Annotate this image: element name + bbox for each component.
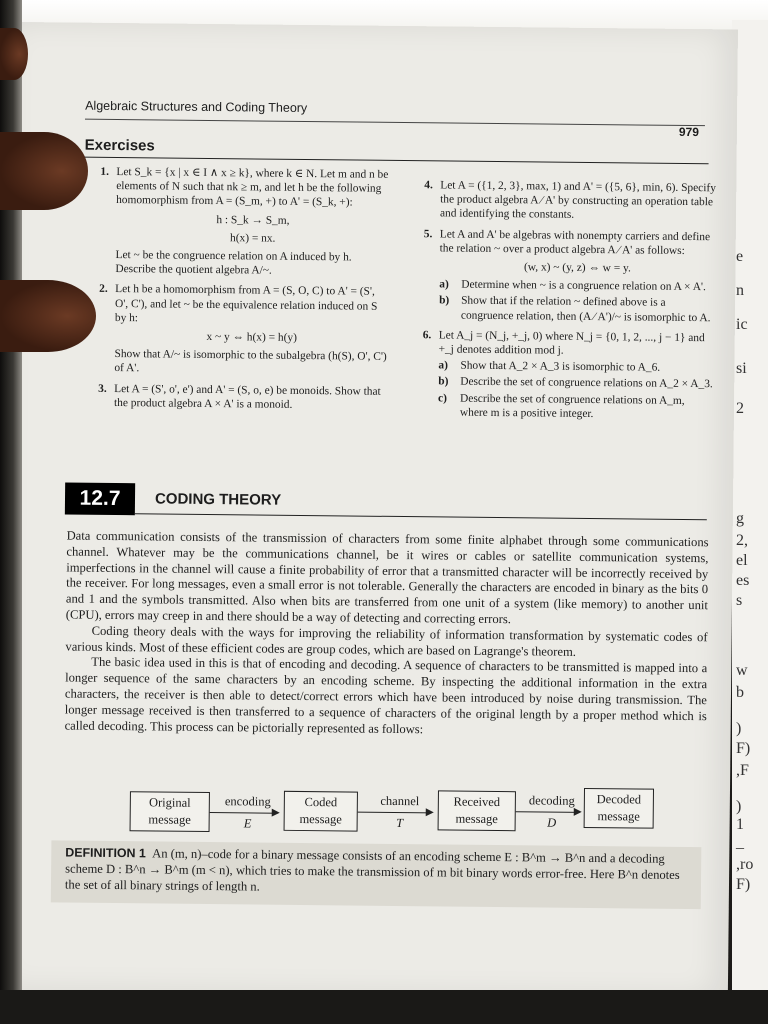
finger-top xyxy=(0,132,88,210)
body-paragraph: Coding theory deals with the ways for improving the reliability of information transformation by systematic codes of various kinds. Most of these efficient codes are group codes, which are based on Lagrange's theorem. xyxy=(65,623,708,659)
exercise-text: Let S_k = {x | x ∈ I ∧ x ≥ k}, where k ∈ N. Let m and n be elements of N such that nk ≥ m, and let h be the following homomorphism from A = (S_m, +) to A' = (S_k, +): xyxy=(116,166,389,209)
adjacent-fragment: ,F xyxy=(736,762,749,779)
adjacent-fragment: ) xyxy=(736,720,742,737)
finger-edge xyxy=(0,28,28,80)
exercise-text: Show that A/~ is isomorphic to the subalgebra (h(S), O', C') of A'. xyxy=(114,348,387,375)
equation: h(x) = nx. xyxy=(230,232,276,245)
exercise-number: 4. xyxy=(424,179,433,192)
exercises-left-column xyxy=(98,165,391,419)
finger-bottom xyxy=(0,280,96,352)
original-message-box xyxy=(130,791,210,832)
exercise-5 xyxy=(423,227,716,325)
body-paragraph: The basic idea used in this is that of encoding and decoding. A sequence of characters to be transmitted is mapped into a longer sequence of the same characters by an encoding scheme. By inspecting the additional information in the extra characters, the receiver is then able to detect/correct errors which have been introduced by noise during transmission. The longer message received is then transferred to a sequence of characters of the original length by a proper method which is called decoding. This process can be pictorially represented as follows: xyxy=(64,655,708,736)
part-label: c) xyxy=(438,392,448,405)
adjacent-fragment: w xyxy=(736,662,748,679)
part-label: b) xyxy=(438,375,449,388)
exercise-part xyxy=(438,391,714,422)
adjacent-fragment: es xyxy=(736,572,750,589)
arrow-label: T xyxy=(396,815,404,831)
part-text: Determine when ~ is a congruence relation on A × A'. xyxy=(461,278,706,294)
definition xyxy=(65,845,695,900)
photo-background-bottom xyxy=(0,990,768,1024)
exercise-text: Let ~ be the congruence relation on A induced by h. Describe the quotient algebra A/~. xyxy=(115,249,352,277)
received-message-box xyxy=(438,790,516,831)
part-label: a) xyxy=(438,359,448,372)
part-label: b) xyxy=(439,294,450,307)
adjacent-fragment: n xyxy=(736,282,744,299)
decoded-message-box xyxy=(584,788,654,829)
decoding-arrow xyxy=(516,811,580,813)
exercise-3 xyxy=(98,381,388,412)
exercises-rule xyxy=(85,157,709,165)
arrow-label: E xyxy=(243,816,252,831)
coded-message-box xyxy=(284,791,358,832)
exercises-heading: Exercises xyxy=(84,136,155,155)
adjacent-fragment: e xyxy=(736,248,744,265)
arrow-label: channel xyxy=(380,793,420,809)
box-label: Received xyxy=(453,794,501,810)
body-paragraph: Data communication consists of the transmission of characters from some finite alphabet through some communications channel. Whatever may be the communications channel, be it wires or cables or satellite communication systems, imperfections in the channel will cause a finite probability of error that a transmitted character will be incorrectly received by the receiver. For long messages, even a small error is not tolerable. Generally the characters are encoded in binary as the bits 0 and 1 and the symbols transmitted. Also when bits are transferred from one unit of a system (like memory) to another unit (CPU), errors may creep in and there should be a way of detecting and correcting errors. xyxy=(65,528,709,627)
part-text: Describe the set of congruence relations on A_2 × A_3. xyxy=(460,376,713,391)
adjacent-fragment: s xyxy=(736,592,743,609)
part-text: Show that if the relation ~ defined above is a congruence relation, then (A ⁄ A')/~ is isomorphic to A. xyxy=(460,295,711,324)
exercise-part xyxy=(438,375,714,392)
adjacent-fragment: si xyxy=(736,360,747,377)
exercise-text: Let A = ({1, 2, 3}, max, 1) and A' = ({5, 6}, min, 6). Specify the product algebra A ⁄ A' by constructing an operation table and identifying the constants. xyxy=(439,179,716,222)
part-text: Show that A_2 × A_3 is isomorphic to A_6. xyxy=(460,359,661,374)
exercise-number: 1. xyxy=(100,165,110,178)
adjacent-fragment: ,ro xyxy=(736,856,754,873)
box-label: Coded xyxy=(304,795,338,810)
page-number: 979 xyxy=(678,124,699,140)
adjacent-fragment: el xyxy=(736,552,748,569)
adjacent-fragment: 2, xyxy=(736,532,748,549)
part-text: Describe the set of congruence relations on A_m, where m is a positive integer. xyxy=(459,392,685,420)
adjacent-fragment: _ xyxy=(736,834,744,851)
exercise-text: Let h be a homomorphism from A = (S, O, C) to A' = (S', O', C'), and let ~ be the equivalence relation induced on S by h: xyxy=(114,283,378,325)
adjacent-fragment: F) xyxy=(736,876,751,893)
box-label: message xyxy=(148,812,191,827)
exercise-number: 3. xyxy=(98,382,107,395)
channel-arrow xyxy=(358,812,432,814)
header-rule xyxy=(85,119,705,126)
exercise-text: Let A_j = (N_j, +_j, 0) where N_j = {0, 1, 2, ..., j − 1} and +_j denotes addition mod j. xyxy=(438,329,705,357)
box-label: Decoded xyxy=(596,792,642,807)
adjacent-fragment: F) xyxy=(736,740,751,757)
box-label: Original xyxy=(148,795,191,810)
section-body xyxy=(65,529,709,741)
exercise-text: Let A and A' be algebras with nonempty carriers and define the relation ~ over a product algebra A ⁄ A' as follows: xyxy=(439,228,711,257)
adjacent-fragment: g xyxy=(736,510,744,527)
running-title: Algebraic Structures and Coding Theory xyxy=(85,98,308,116)
coding-flow-diagram xyxy=(111,787,691,843)
part-label: a) xyxy=(439,278,449,291)
adjacent-fragment: ic xyxy=(736,316,748,333)
arrow-label: encoding xyxy=(224,794,271,809)
exercise-number: 6. xyxy=(422,329,432,342)
exercise-6 xyxy=(422,328,715,422)
equation: x ~ y ⇔ h(x) = h(y) xyxy=(206,331,297,344)
definition-text: An (m, n)–code for a binary message consists of an encoding scheme E : B^m → B^n and a decoding scheme D : B^n → B^m (m < n), which tries to make the transmission of m bit binary words error-free. Here B^n denotes the set of all binary strings of length n. xyxy=(64,846,680,894)
section-rule xyxy=(135,513,707,520)
exercise-part xyxy=(439,294,715,325)
exercise-part xyxy=(438,359,714,376)
box-label: message xyxy=(299,811,342,827)
arrow-label: decoding xyxy=(528,793,575,808)
encoding-arrow xyxy=(210,812,278,814)
exercise-1 xyxy=(99,165,390,279)
exercise-number: 5. xyxy=(423,227,433,240)
exercises-right-column xyxy=(422,178,717,428)
exercise-part xyxy=(439,278,715,295)
adjacent-fragment: ) xyxy=(736,798,742,815)
exercise-4 xyxy=(424,178,716,224)
adjacent-page-edge xyxy=(732,20,768,1000)
exercise-2 xyxy=(98,282,389,378)
adjacent-fragment: 1 xyxy=(736,816,744,833)
book-page xyxy=(10,22,738,997)
exercise-text: Let A = (S', o', e') and A' = (S, o, e) be monoids. Show that the product algebra A × A' is a monoid. xyxy=(113,382,381,411)
definition-label: DEFINITION 1 xyxy=(65,845,146,861)
section-number: 12.7 xyxy=(65,482,135,515)
adjacent-fragment: 2 xyxy=(736,400,744,417)
equation: h : S_k → S_m, xyxy=(216,213,290,227)
equation: (w, x) ~ (y, z) ⇔ w = y. xyxy=(523,261,631,275)
exercise-number: 2. xyxy=(99,283,108,296)
arrow-label: D xyxy=(547,815,557,830)
adjacent-fragment: b xyxy=(736,684,744,701)
section-title: CODING THEORY xyxy=(154,490,282,509)
box-label: message xyxy=(597,809,640,824)
box-label: message xyxy=(455,811,498,827)
